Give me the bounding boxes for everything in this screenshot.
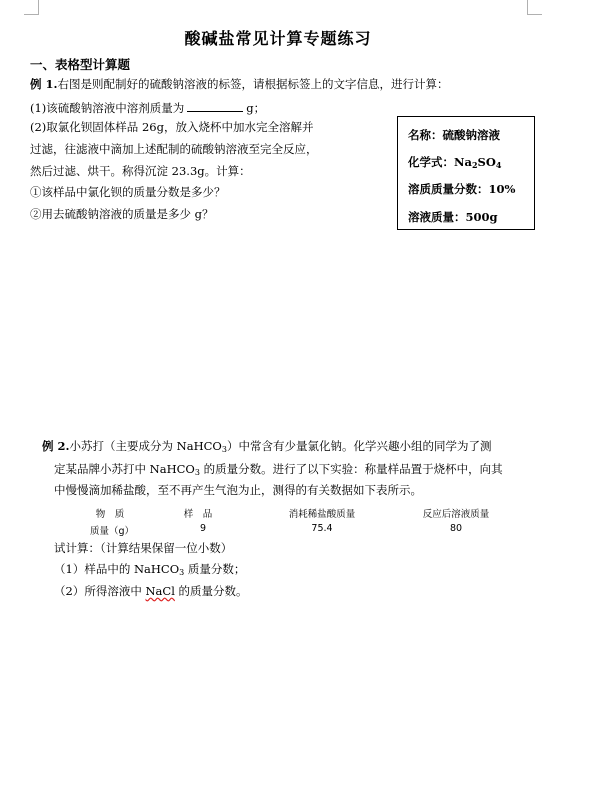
- ex1-q1-text: (1)该硫酸钠溶液中溶剂质量为: [30, 101, 185, 115]
- ex2-line2-sub: 3: [194, 468, 200, 477]
- ex2-label: 例 2.: [42, 439, 70, 453]
- table-cell-acid: 75.4: [311, 523, 333, 534]
- section-heading: 一、表格型计算题: [30, 57, 131, 72]
- ex2-q1-a: （1）样品中的 NaHCO: [54, 562, 180, 576]
- formula-subscript-4: 4: [495, 160, 502, 170]
- label-formula: [408, 154, 501, 170]
- ex2-q2-a: （2）所得溶液中: [54, 584, 146, 598]
- ex1-q1: [30, 100, 265, 115]
- ex2-q2-nacl: NaCl: [145, 584, 175, 598]
- label-mass: 溶液质量：500g: [408, 210, 498, 224]
- ex2-line1-sub: 3: [221, 445, 227, 454]
- formula-subscript-2: 2: [471, 160, 478, 170]
- ex1-intro-text: 右图是则配制好的硫酸钠溶液的标签，请根据标签上的文字信息，进行计算：: [57, 77, 449, 91]
- table-header-row: [0, 506, 592, 520]
- ex2-line1-a: 小苏打（主要成分为 NaHCO: [69, 439, 222, 453]
- label-name: 名称：硫酸钠溶液: [408, 128, 500, 142]
- ex1-label: 例 1.: [30, 77, 58, 91]
- ex1-intro: [30, 79, 449, 91]
- ex2-question-2: [54, 586, 248, 598]
- page-title: 酸碱盐常见计算专题练习: [184, 29, 372, 48]
- ex2-try-calc: 试计算：（计算结果保留一位小数）: [54, 541, 233, 555]
- answer-blank[interactable]: [187, 100, 243, 112]
- ex2-line3: 中慢慢滴加稀盐酸，至不再产生气泡为止，测得的有关数据如下表所示。: [54, 483, 422, 497]
- ex2-question-1: [54, 564, 245, 576]
- ex1-q1-unit: g；: [246, 101, 266, 115]
- table-header-solution: 反应后溶液质量: [422, 509, 490, 520]
- ex2-line1-b: ）中常含有少量氯化钠。化学兴趣小组的同学为了测: [226, 439, 492, 453]
- ex2-q2-b: 的质量分数。: [174, 584, 248, 598]
- table-header-acid: 消耗稀盐酸质量: [288, 509, 356, 520]
- formula-so: SO: [477, 155, 496, 169]
- ex1-q2-line2: 过滤，往滤液中滴加上述配制的硫酸钠溶液至完全反应，: [30, 142, 318, 156]
- ex2-line1: [42, 441, 491, 453]
- ex2-q1-sub: 3: [179, 568, 185, 577]
- crop-mark-left: [24, 0, 39, 15]
- table-cell-sample: 9: [199, 523, 207, 534]
- table-cell-solution: 80: [449, 523, 463, 534]
- table-header-sample: 样 品: [183, 509, 213, 520]
- ex2-line2-a: 定某品牌小苏打中 NaHCO: [54, 462, 195, 476]
- ex2-q1-b: 质量分数；: [184, 562, 246, 576]
- crop-mark-right: [527, 0, 542, 15]
- ex1-q2-line1: (2)取氯化钡固体样品 26g，放入烧杯中加水完全溶解并: [30, 120, 314, 134]
- table-header-substance: 物 质: [95, 509, 125, 520]
- formula-na: Na: [454, 155, 472, 169]
- label-formula-prefix: 化学式：: [408, 155, 454, 169]
- table-row-label: 质量（g）: [89, 526, 135, 537]
- ex1-q2-line3: 然后过滤、烘干。称得沉淀 23.3g。计算：: [30, 164, 251, 178]
- ex1-sub-question-2: ②用去硫酸钠溶液的质量是多少 g？: [30, 207, 214, 221]
- solution-label-box: [397, 116, 535, 230]
- ex2-line2: [54, 464, 503, 476]
- label-fraction: 溶质质量分数：10%: [408, 182, 516, 196]
- ex1-sub-question-1: ①该样品中氯化钡的质量分数是多少？: [30, 185, 226, 199]
- ex2-line2-b: 的质量分数。进行了以下实验：称量样品置于烧杯中，向其: [199, 462, 503, 476]
- table-row: [0, 523, 592, 537]
